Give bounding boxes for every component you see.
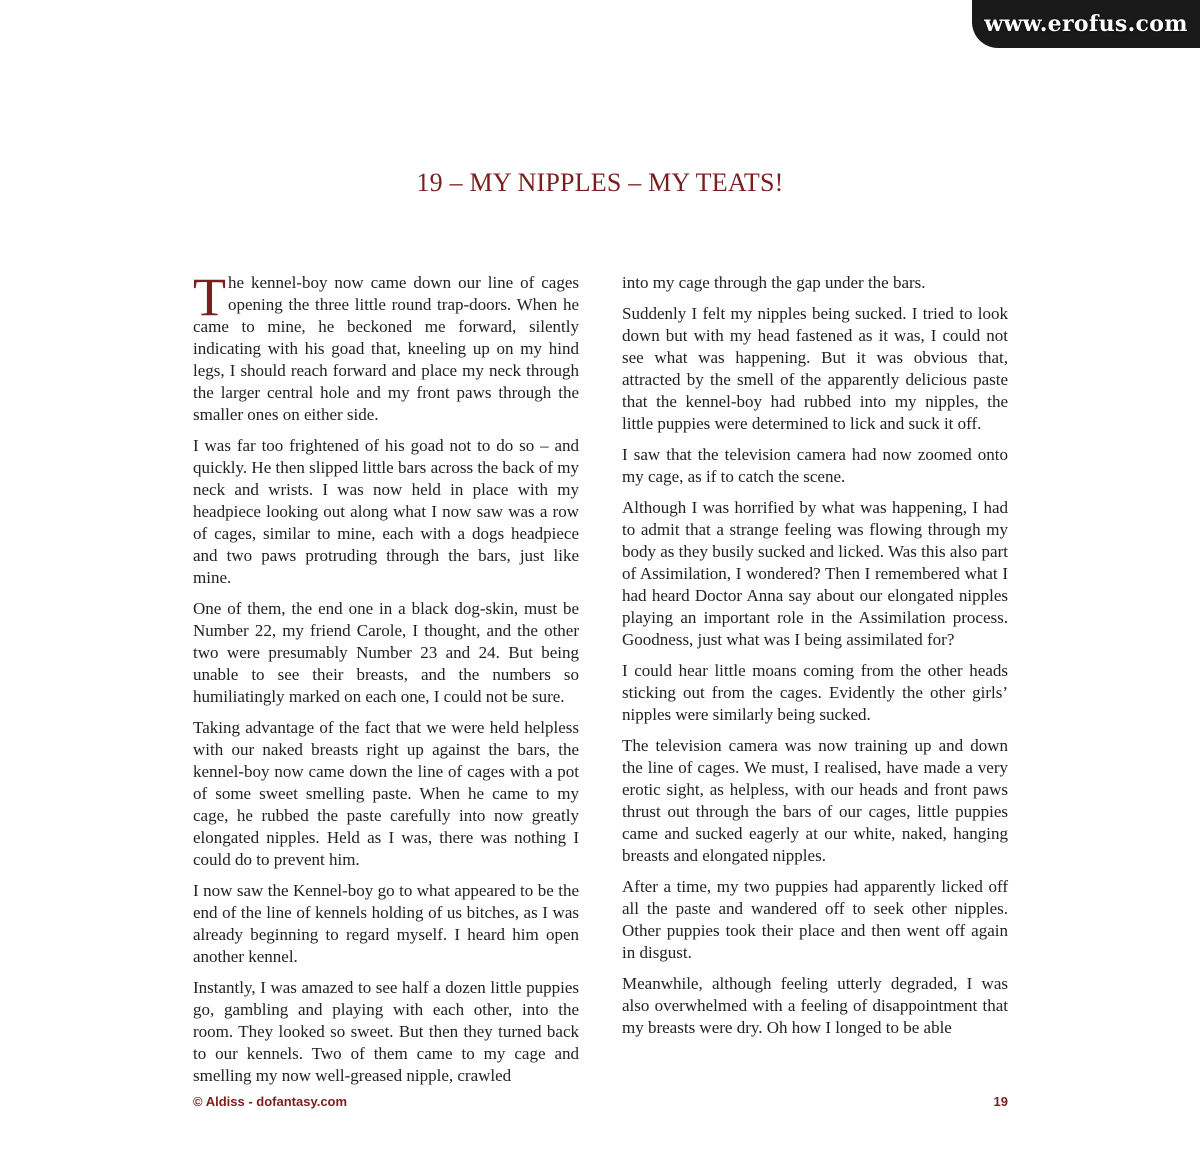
paragraph: into my cage through the gap under the bars. (622, 273, 926, 292)
left-column (193, 267, 579, 1096)
footer-credit: © Aldiss - dofantasy.com (193, 1094, 348, 1109)
paragraph (193, 267, 579, 426)
paragraph: I saw that the television camera had now zoomed onto my cage, as if to catch the scene. (622, 445, 1008, 486)
paragraph: Suddenly I felt my nipples being sucked. I tried to look down but with my head fastened as it was, I could not see what was happening. But it was obvious that, attracted by the smell of the apparently delicious paste that the kennel-boy had rubbed into my nipples, the little puppies were determined to lick and suck it off. (622, 304, 1008, 433)
paragraph: Meanwhile, although feeling utterly degraded, I was also overwhelmed with a feeling of disappointment that my breasts were dry. Oh how I longed to be able (622, 974, 1008, 1037)
right-column (622, 272, 1008, 1048)
paragraph: Although I was horrified by what was happening, I had to admit that a strange feeling was flowing through my body as they busily sucked and licked. Was this also part of Assimilation, I wondered? Then I remembered what I had heard Doctor Anna say about our elongated nipples playing an important role in the Assimilation process. Goodness, just what was I being assimilated for? (622, 498, 1008, 649)
paragraph: I was far too frightened of his goad not to do so – and quickly. He then slipped little bars across the back of my neck and wrists. I was now held in place with my headpiece looking out along what I now saw was a row of cages, similar to mine, each with a dogs headpiece and two paws protruding through the bars, just like mine. (193, 436, 579, 587)
chapter-title: 19 – MY NIPPLES – MY TEATS! (416, 168, 784, 197)
paragraph: Taking advantage of the fact that we were held helpless with our naked breasts right up against the bars, the kennel-boy now came down the line of cages with a pot of some sweet smelling paste. When he came to my cage, he rubbed the paste carefully into now greatly elongated nipples. Held as I was, there was nothing I could do to prevent him. (193, 718, 579, 869)
paragraph: Instantly, I was amazed to see half a dozen little puppies go, gambling and playing with each other, into the room. They looked so sweet. But then they turned back to our kennels. Two of them came to my cage and smelling my now well-greased nipple, crawled (193, 978, 579, 1085)
paragraph-text: he kennel-boy now came down our line of cages opening the three little round trap-doors. When he came to mine, he beckoned me forward, silently indicating with his goad that, kneeling up on my hind legs, I should reach forward and place my neck through the larger central hole and my front paws through the smaller ones on either side. (193, 273, 579, 424)
paragraph: I could hear little moans coming from the other heads sticking out from the cages. Evidently the other girls’ nipples were similarly being sucked. (622, 661, 1008, 724)
watermark-text: www.erofus.com (984, 11, 1188, 37)
paragraph: I now saw the Kennel-boy go to what appeared to be the end of the line of kennels holding of us bitches, as I was already beginning to regard myself. I heard him open another kennel. (193, 881, 579, 966)
paragraph: The television camera was now training up and down the line of cages. We must, I realised, have made a very erotic sight, as helpless, with our heads and front paws thrust out through the bars of our cages, little puppies came and sucked eagerly at our white, naked, hanging breasts and elongated nipples. (622, 736, 1008, 865)
page-number: 19 (993, 1094, 1008, 1109)
paragraph: One of them, the end one in a black dog-skin, must be Number 22, my friend Carole, I thought, and the other two were presumably Number 23 and 24. But being unable to see their breasts, and the numbers so humiliatingly marked on each one, I could not be sure. (193, 599, 579, 706)
drop-cap: T (193, 267, 226, 327)
paragraph: After a time, my two puppies had apparently licked off all the paste and wandered off to seek other nipples. Other puppies took their place and then went off again in disgust. (622, 877, 1008, 962)
watermark-badge (972, 0, 1200, 48)
